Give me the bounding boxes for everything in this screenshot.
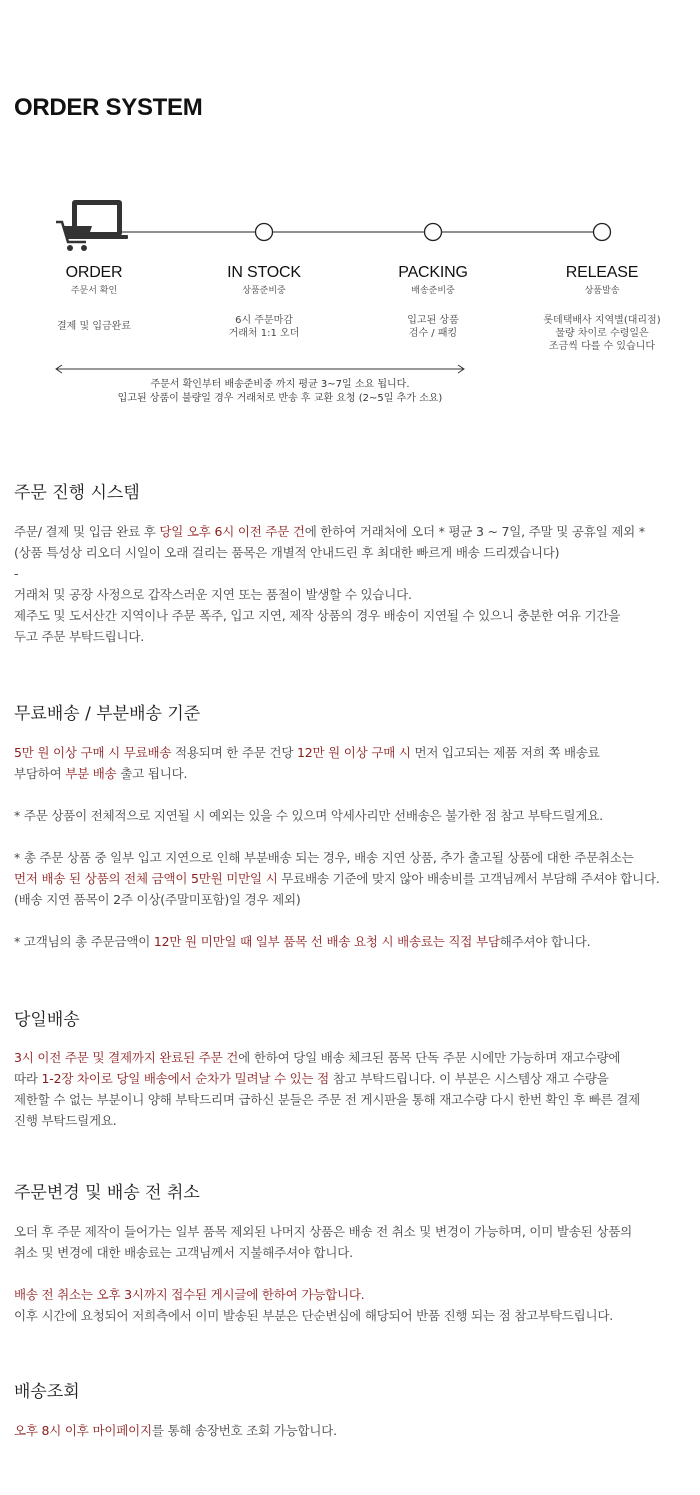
laptop-cart-icon xyxy=(56,200,128,251)
section-title-free-shipping: 무료배송 / 부분배송 기준 xyxy=(14,704,201,724)
paragraph-line xyxy=(14,1047,684,1068)
body-text: (배송 지연 품목이 2주 이상(주말미포함)일 경우 제외) xyxy=(14,892,301,907)
order-timeline xyxy=(0,190,700,260)
step-release-description xyxy=(517,314,687,353)
body-text: 먼저 입고되는 제품 저희 쪽 배송료 xyxy=(410,745,600,760)
paragraph-line xyxy=(14,1110,684,1131)
body-text: * 주문 상품이 전체적으로 지연될 시 예외는 있을 수 있으며 악세사리만 선배송은 불가한 점 참고 부탁드릴게요. xyxy=(14,808,603,823)
highlighted-text: 1-2장 차이로 당일 배송에서 순차가 밀려날 수 있는 점 xyxy=(41,1071,330,1086)
step-packing xyxy=(348,264,518,296)
section-title-order-change: 주문변경 및 배송 전 취소 xyxy=(14,1183,200,1203)
description-line: 롯데택배사 지역별(대리점) xyxy=(543,315,661,326)
step-sublabel: 배송준비중 xyxy=(411,286,455,296)
description-line: 조금씩 다를 수 있습니다 xyxy=(548,341,656,352)
paragraph-line xyxy=(14,542,684,563)
body-text: 진행 부탁드릴게요. xyxy=(14,1113,117,1128)
body-text: 이후 시간에 요청되어 저희측에서 이미 발송된 부분은 단순변심에 해당되어 반품 진행 되는 점 참고부탁드립니다. xyxy=(14,1308,614,1323)
paragraph-line xyxy=(14,826,684,847)
highlighted-text: 오후 8시 이후 마이페이지 xyxy=(14,1423,152,1438)
description-line: 6시 주문마감 xyxy=(235,315,293,326)
timeline-duration-note xyxy=(40,378,520,406)
body-text: 제주도 및 도서산간 지역이나 주문 폭주, 입고 지연, 제작 상품의 경우 배송이 지연될 수 있으니 충분한 여유 기간을 xyxy=(14,608,621,623)
paragraph-line xyxy=(14,763,684,784)
body-text: 적용되며 한 주문 건당 xyxy=(171,745,297,760)
body-text: 취소 및 변경에 대한 배송료는 고객님께서 지불해주셔야 합니다. xyxy=(14,1245,353,1260)
body-text: 에 한하여 당일 배송 체크된 품목 단독 주문 시에만 가능하며 재고수량에 xyxy=(238,1050,621,1065)
body-text: 오더 후 주문 제작이 들어가는 일부 품목 제외된 나머지 상품은 배송 전 취소 및 변경이 가능하며, 이미 발송된 상품의 xyxy=(14,1224,632,1239)
circle-node-icon xyxy=(256,224,273,241)
section-title-same-day-delivery: 당일배송 xyxy=(14,1010,80,1030)
paragraph-line xyxy=(14,1284,684,1305)
body-text: * 고객님의 총 주문금액이 xyxy=(14,934,154,949)
body-text: 따라 xyxy=(14,1071,42,1086)
body-text: 제한할 수 없는 부분이니 양해 부탁드리며 급하신 분들은 주문 전 게시판을 통해 재고수량 다시 한번 확인 후 빠른 결제 xyxy=(14,1092,641,1107)
description-line: 물량 차이로 수령일은 xyxy=(555,328,649,339)
description-line: 입고된 상품 xyxy=(407,315,459,326)
body-text: (상품 특성상 리오더 시일이 오래 걸리는 품목은 개별적 안내드린 후 최대한 빠르게 배송 드리겠습니다) xyxy=(14,545,560,560)
section-title-order-process: 주문 진행 시스템 xyxy=(14,483,140,503)
paragraph-line xyxy=(14,626,684,647)
step-order xyxy=(9,264,179,296)
body-text: - xyxy=(14,566,19,581)
body-text: 무료배송 기준에 맞지 않아 배송비를 고객님께서 부담해 주셔야 합니다. xyxy=(277,871,660,886)
paragraph-line xyxy=(14,805,684,826)
body-text: 주문/ 결제 및 입금 완료 후 xyxy=(14,524,160,539)
step-in-stock xyxy=(179,264,349,296)
section-body-delivery-tracking xyxy=(14,1420,684,1441)
step-label: PACKING xyxy=(398,264,468,281)
paragraph-line xyxy=(14,1089,684,1110)
section-title-delivery-tracking: 배송조회 xyxy=(14,1382,80,1402)
step-in-stock-description xyxy=(179,314,349,340)
step-sublabel: 주문서 확인 xyxy=(70,286,118,296)
section-body-free-shipping xyxy=(14,742,684,952)
highlighted-text: 12만 원 미만일 때 일부 품목 선 배송 요청 시 배송료는 직접 부담 xyxy=(153,934,500,949)
circle-node-icon xyxy=(425,224,442,241)
highlighted-text: 배송 전 취소는 오후 3시까지 접수된 게시글에 한하여 가능합니다. xyxy=(14,1287,365,1302)
section-body-same-day-delivery xyxy=(14,1047,684,1131)
step-label: RELEASE xyxy=(565,264,639,281)
body-text: 출고 됩니다. xyxy=(116,766,188,781)
body-text: 참고 부탁드립니다. 이 부분은 시스템상 재고 수량을 xyxy=(329,1071,609,1086)
step-order-description xyxy=(9,320,179,333)
body-text: 거래처 및 공장 사정으로 갑작스러운 지연 또는 품절이 발생할 수 있습니다. xyxy=(14,587,412,602)
paragraph-line xyxy=(14,605,684,626)
paragraph-line xyxy=(14,1305,684,1326)
step-label: IN STOCK xyxy=(227,264,301,281)
page-title: ORDER SYSTEM xyxy=(14,94,203,121)
highlighted-text: 먼저 배송 된 상품의 전체 금액이 5만원 미만일 시 xyxy=(14,871,278,886)
body-text: * 총 주문 상품 중 일부 입고 지연으로 인해 부분배송 되는 경우, 배송 지연 상품, 추가 출고될 상품에 대한 주문취소는 xyxy=(14,850,634,865)
section-body-order-change xyxy=(14,1221,684,1326)
paragraph-line xyxy=(14,1221,684,1242)
description-line: 검수 / 패킹 xyxy=(408,328,458,339)
paragraph-line xyxy=(14,889,684,910)
paragraph-line xyxy=(14,910,684,931)
body-text: 부담하여 xyxy=(14,766,66,781)
paragraph-line xyxy=(14,521,684,542)
paragraph-line xyxy=(14,742,684,763)
note-line: 주문서 확인부터 배송준비중 까지 평균 3~7일 소요 됩니다. xyxy=(150,379,410,390)
paragraph-line xyxy=(14,584,684,605)
duration-range-arrow xyxy=(50,362,474,376)
step-label: ORDER xyxy=(65,264,123,281)
highlighted-text: 3시 이전 주문 및 결제까지 완료된 주문 건 xyxy=(14,1050,239,1065)
paragraph-line xyxy=(14,1420,684,1441)
body-text: 에 한하여 거래처에 오더 * 평균 3 ~ 7일, 주말 및 공휴일 제외 * xyxy=(304,524,645,539)
body-text: 해주셔야 합니다. xyxy=(499,934,591,949)
paragraph-line xyxy=(14,1068,684,1089)
body-text: 두고 주문 부탁드립니다. xyxy=(14,629,145,644)
description-line: 결제 및 입금완료 xyxy=(57,321,131,332)
note-line: 입고된 상품이 불량일 경우 거래처로 반송 후 교환 요청 (2~5일 추가 소요) xyxy=(117,393,443,404)
step-sublabel: 상품준비중 xyxy=(242,286,286,296)
highlighted-text: 당일 오후 6시 이전 주문 건 xyxy=(159,524,305,539)
paragraph-line xyxy=(14,784,684,805)
paragraph-line xyxy=(14,868,684,889)
highlighted-text: 부분 배송 xyxy=(65,766,117,781)
description-line: 거래처 1:1 오더 xyxy=(228,328,300,339)
circle-node-icon xyxy=(594,224,611,241)
paragraph-line xyxy=(14,931,684,952)
step-release xyxy=(517,264,687,296)
paragraph-line xyxy=(14,1242,684,1263)
paragraph-line xyxy=(14,563,684,584)
step-packing-description xyxy=(348,314,518,340)
body-text: 를 통해 송장번호 조회 가능합니다. xyxy=(151,1423,337,1438)
highlighted-text: 5만 원 이상 구매 시 무료배송 xyxy=(14,745,172,760)
highlighted-text: 12만 원 이상 구매 시 xyxy=(297,745,411,760)
paragraph-line xyxy=(14,847,684,868)
section-body-order-process xyxy=(14,521,684,647)
paragraph-line xyxy=(14,1263,684,1284)
step-sublabel: 상품발송 xyxy=(584,286,620,296)
